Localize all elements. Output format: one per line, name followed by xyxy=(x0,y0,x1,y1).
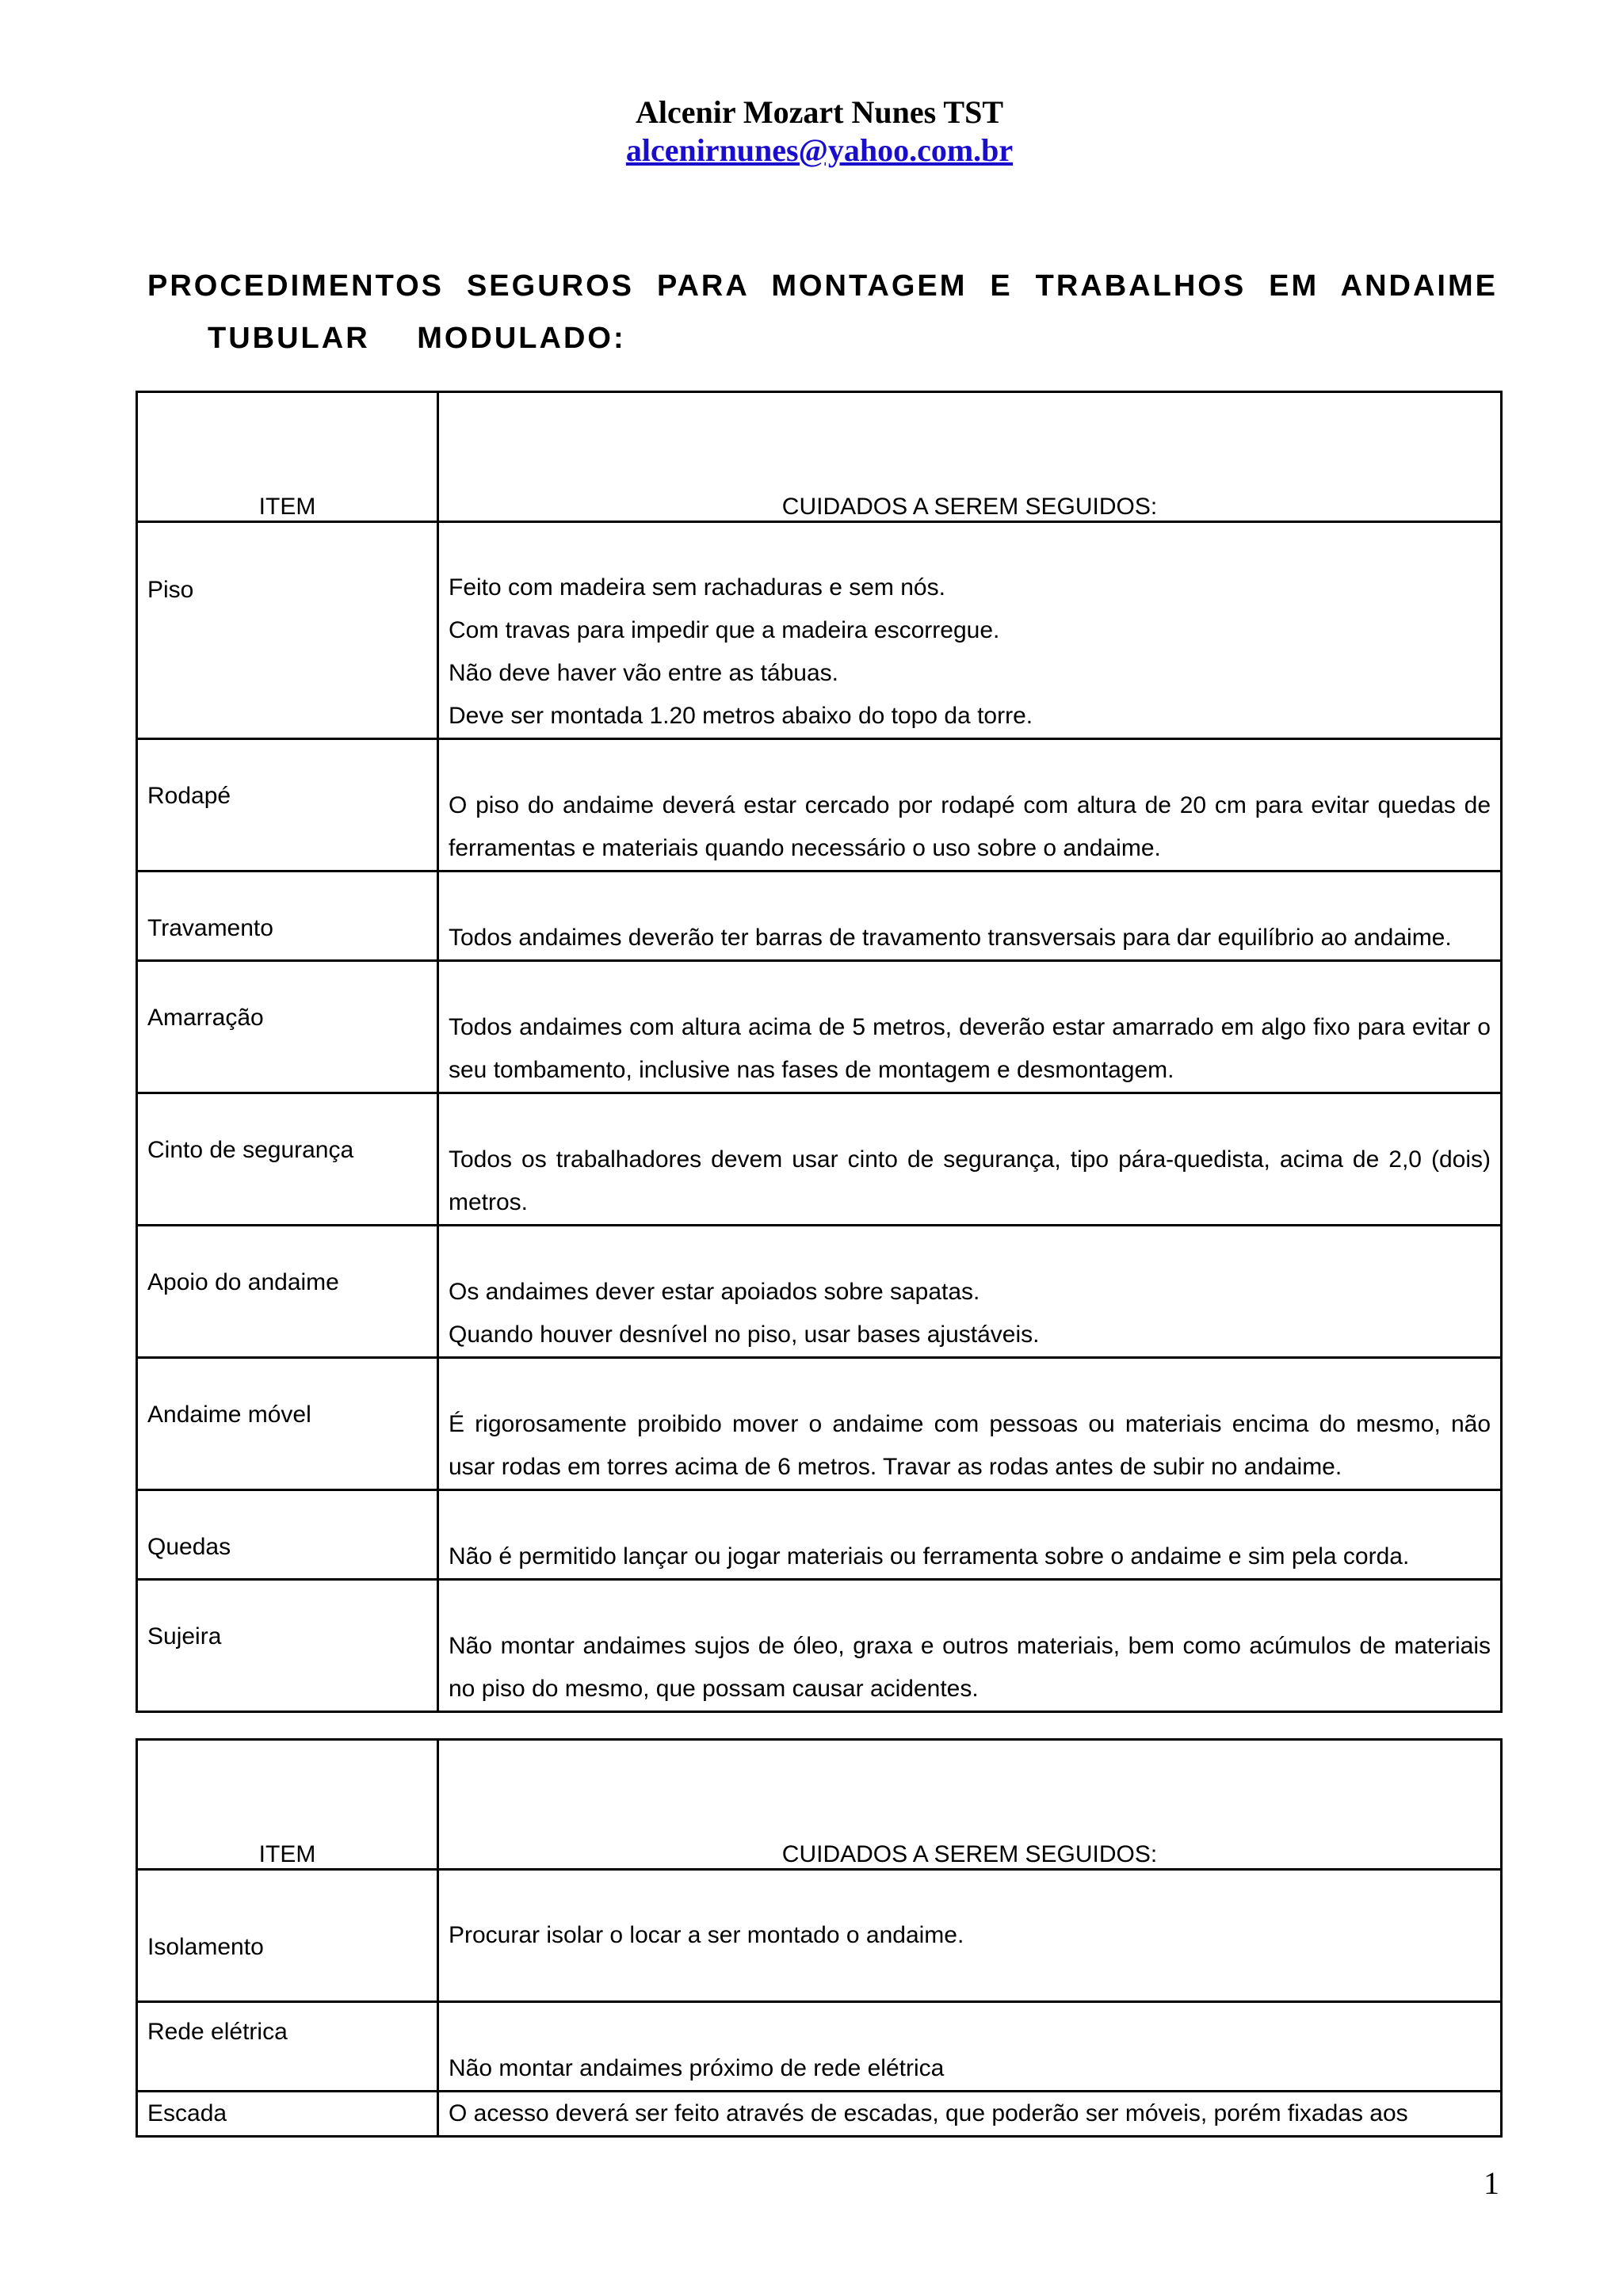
description-line: Feito com madeira sem rachaduras e sem nós. xyxy=(449,574,945,601)
description-line: Com travas para impedir que a madeira escorregue. xyxy=(449,617,1000,643)
row-description: Não montar andaimes sujos de óleo, graxa e outros materiais, bem como acúmulos de materiais no piso do mesmo, que possam causar acidentes. xyxy=(438,1580,1502,1712)
header-item: ITEM xyxy=(137,1740,438,1870)
page-number: 1 xyxy=(1484,2165,1499,2201)
row-description: Todos andaimes com altura acima de 5 metros, deverão estar amarrado em algo fixo para evitar o seu tombamento, inclusive nas fases de montagem e desmontagem. xyxy=(438,961,1502,1093)
table-row xyxy=(137,2002,1502,2092)
description-line: Os andaimes dever estar apoiados sobre sapatas. xyxy=(449,1279,980,1305)
header-care: CUIDADOS A SEREM SEGUIDOS: xyxy=(438,392,1502,522)
row-description: O acesso deverá ser feito através de escadas, que poderão ser móveis, porém fixadas aos xyxy=(438,2092,1502,2137)
row-item-label: Rede elétrica xyxy=(147,2019,288,2045)
row-description: Todos andaimes deverão ter barras de travamento transversais para dar equilíbrio ao andaime. xyxy=(438,871,1502,961)
row-item-label: Amarração xyxy=(147,1005,264,1031)
row-description: O piso do andaime deverá estar cercado por rodapé com altura de 20 cm para evitar quedas de ferramentas e materiais quando necessário o uso sobre o andaime. xyxy=(438,739,1502,871)
row-item-label: Escada xyxy=(147,2100,227,2126)
table-row xyxy=(137,1490,1502,1580)
row-description: Não montar andaimes próximo de rede elétrica xyxy=(438,2002,1502,2092)
table-row xyxy=(137,739,1502,871)
row-description: Procurar isolar o locar a ser montado o andaime. xyxy=(438,1870,1502,2002)
author-email-link[interactable]: alcenirnunes@yahoo.com.br xyxy=(625,132,1014,168)
table-row xyxy=(137,871,1502,961)
table-row xyxy=(137,961,1502,1093)
title-line-2: TUBULAR MODULADO: xyxy=(208,322,626,355)
row-description: Não é permitido lançar ou jogar materiais ou ferramenta sobre o andaime e sim pela corda. xyxy=(438,1490,1502,1580)
table-row xyxy=(137,2092,1502,2137)
title-line-1: PROCEDIMENTOS SEGUROS PARA MONTAGEM E TRABALHOS EM ANDAIME xyxy=(147,269,1498,303)
row-description xyxy=(438,1226,1502,1358)
safety-table-2 xyxy=(136,1738,1503,2138)
table-row xyxy=(137,1870,1502,2002)
table-row xyxy=(137,1580,1502,1712)
table-header-row xyxy=(137,392,1502,522)
table-row xyxy=(137,522,1502,739)
description-line: Quando houver desnível no piso, usar bases ajustáveis. xyxy=(449,1322,1040,1348)
description-line: Deve ser montada 1.20 metros abaixo do topo da torre. xyxy=(449,703,1033,729)
row-description: É rigorosamente proibido mover o andaime com pessoas ou materiais encima do mesmo, não usar rodas em torres acima de 6 metros. Travar as rodas antes de subir no andaime. xyxy=(438,1358,1502,1490)
document-header xyxy=(0,93,1623,170)
row-item-label: Andaime móvel xyxy=(147,1402,311,1428)
row-item-label: Quedas xyxy=(147,1534,231,1560)
description-line: Não deve haver vão entre as tábuas. xyxy=(449,660,838,686)
row-item-label: Apoio do andaime xyxy=(147,1269,339,1295)
table-row xyxy=(137,1226,1502,1358)
table-row xyxy=(137,1358,1502,1490)
row-description: Todos os trabalhadores devem usar cinto de segurança, tipo pára-quedista, acima de 2,0 (dois) metros. xyxy=(438,1093,1502,1226)
row-item-label: Isolamento xyxy=(147,1934,264,1960)
row-item-label: Travamento xyxy=(147,915,273,941)
row-item-label: Cinto de segurança xyxy=(147,1137,354,1163)
row-item-label: Sujeira xyxy=(147,1623,222,1650)
row-item-label: Rodapé xyxy=(147,783,231,809)
row-description xyxy=(438,522,1502,739)
header-care: CUIDADOS A SEREM SEGUIDOS: xyxy=(438,1740,1502,1870)
document-title xyxy=(147,260,1498,364)
header-item: ITEM xyxy=(137,392,438,522)
author-name: Alcenir Mozart Nunes TST xyxy=(635,94,1004,130)
row-item-label: Piso xyxy=(147,577,194,603)
table-header-row xyxy=(137,1740,1502,1870)
table-row xyxy=(137,1093,1502,1226)
safety-table-1 xyxy=(136,391,1503,1713)
